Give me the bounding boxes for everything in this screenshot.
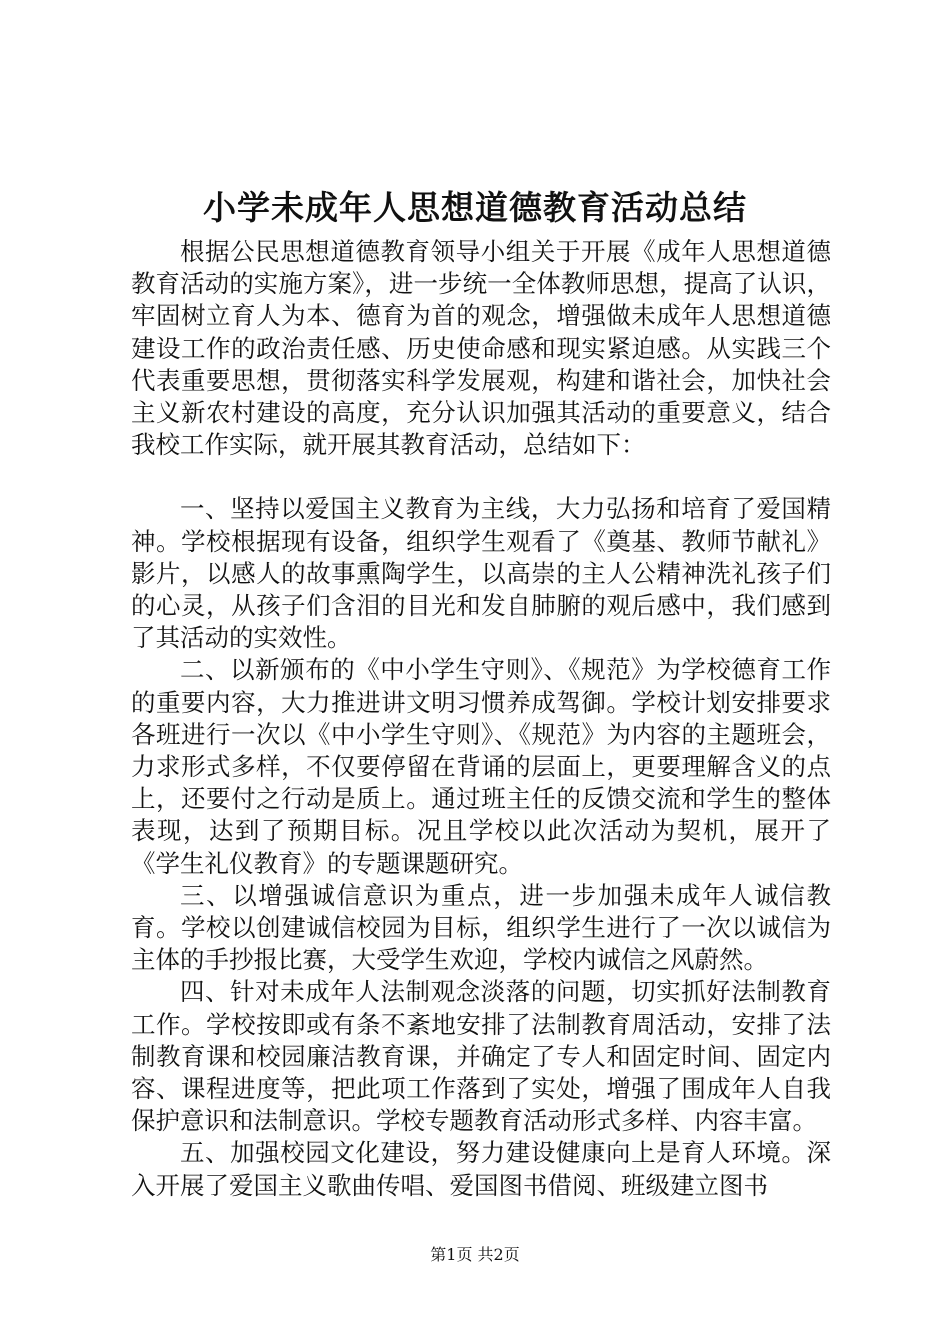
intro-paragraph: 根据公民思想道德教育领导小组关于开展《成年人思想道德教育活动的实施方案》，进一步统一全体教师思想，提高了认识，牢固树立育人为本、德育为首的观念，增强做未成年人思想道德建设工作的政治责任感、历史使命感和现实紧迫感。从实践三个代表重要思想，贯彻落实科学发展观，构建和谐社会，加快社会主义新农村建设的高度，充分认识加强其活动的重要意义，结合我校工作实际，就开展其教育活动，总结如下： — [131, 237, 831, 460]
section-5-paragraph: 五、加强校园文化建设，努力建设健康向上是育人环境。深入开展了爱国主义歌曲传唱、爱国图书借阅、班级建立图书 — [131, 1138, 831, 1200]
section-3-paragraph: 三、以增强诚信意识为重点，进一步加强未成年人诚信教育。学校以创建诚信校园为目标，组织学生进行了一次以诚信为主体的手抄报比赛，大受学生欢迎，学校内诚信之风蔚然。 — [131, 880, 831, 975]
page-number-footer: 第1页 共2页 — [430, 1245, 520, 1264]
section-2-paragraph: 二、以新颁布的《中小学生守则》、《规范》为学校德育工作的重要内容，大力推进讲文明习惯养成驾御。学校计划安排要求各班进行一次以《中小学生守则》、《规范》为内容的主题班会，力求形式多样，不仅要停留在背诵的层面上，更要理解含义的点上，还要付之行动是质上。通过班主任的反馈交流和学生的整体表现，达到了预期目标。况且学校以此次活动为契机，展开了《学生礼仪教育》的专题课题研究。 — [131, 655, 831, 878]
document-body — [131, 236, 831, 1202]
document-title: 小学未成年人思想道德教育活动总结 — [203, 188, 747, 227]
section-4-paragraph: 四、针对未成年人法制观念淡落的问题，切实抓好法制教育工作。学校按即或有条不紊地安排了法制教育周活动，安排了法制教育课和校园廉洁教育课，并确定了专人和固定时间、固定内容、课程进度等，把此项工作落到了实处，增强了围成年人自我保护意识和法制意识。学校专题教育活动形式多样、内容丰富。 — [131, 977, 831, 1136]
section-1-paragraph: 一、坚持以爱国主义教育为主线，大力弘扬和培育了爱国精神。学校根据现有设备，组织学生观看了《奠基、教师节献礼》影片，以感人的故事熏陶学生，以高崇的主人公精神洗礼孩子们的心灵，从孩子们含泪的目光和发自肺腑的观后感中，我们感到了其活动的实效性。 — [131, 494, 831, 653]
